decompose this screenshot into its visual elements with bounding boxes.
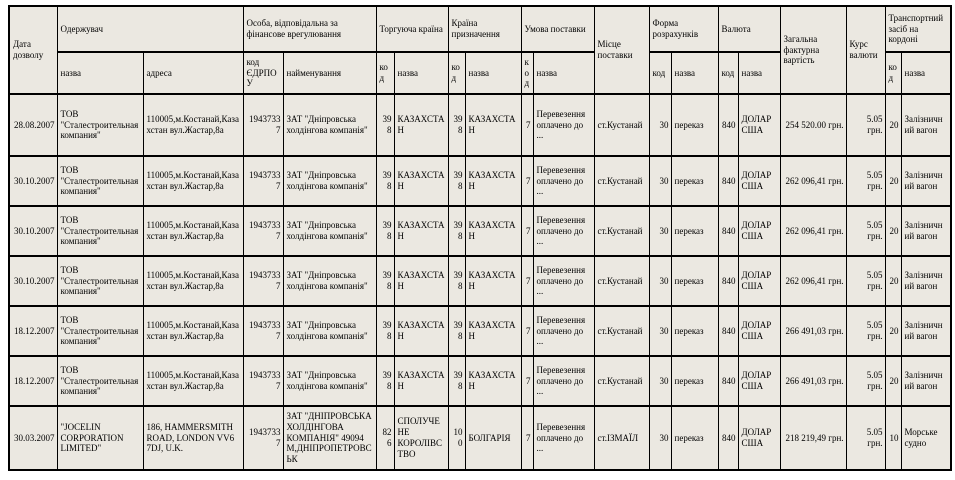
cell-delivery_terms_name: Перевезення оплачено до ...	[533, 306, 594, 356]
cell-currency_name: ДОЛАР США	[738, 256, 780, 306]
cell-dest_country_code: 398	[448, 156, 465, 206]
cell-dest_country_name: КАЗАХСТАН	[465, 156, 521, 206]
cell-dest_country_name: БОЛГАРІЯ	[465, 406, 521, 470]
cell-transport_code: 20	[885, 156, 901, 206]
cell-recipient_name: "JOCELIN CORPORATION LIMITED"	[57, 406, 143, 470]
col-header-trading-country-name: назва	[394, 52, 448, 94]
cell-recipient_name: ТОВ "Сталестроительная компания"	[57, 306, 143, 356]
cell-trading_country_name: КАЗАХСТАН	[394, 156, 448, 206]
cell-delivery_terms_code: 7	[521, 256, 533, 306]
cell-total_invoice_value: 262 096,41 грн.	[780, 206, 846, 256]
cell-recipient_name: ТОВ "Сталестроительная компания"	[57, 94, 143, 156]
cell-currency_rate: 5.05 грн.	[846, 406, 885, 470]
cell-delivery_terms_code: 7	[521, 356, 533, 406]
cell-transport_name: Залізничний вагон	[901, 94, 951, 156]
col-header-finance-person-group: Особа, відповідальна за фінансове врегулювання	[243, 6, 376, 52]
cell-delivery_terms_name: Перевезення оплачено до ...	[533, 256, 594, 306]
cell-dest_country_name: КАЗАХСТАН	[465, 94, 521, 156]
cell-trading_country_name: КАЗАХСТАН	[394, 306, 448, 356]
cell-finance_person_name: ЗАТ "Дніпровська холдінгова компанія"	[283, 156, 376, 206]
cell-delivery_place: ст.Кустанай	[594, 156, 649, 206]
cell-total_invoice_value: 254 520.00 грн.	[780, 94, 846, 156]
cell-payment_form_name: переказ	[671, 156, 718, 206]
cell-date: 30.10.2007	[9, 256, 57, 306]
col-header-trading-country-group: Торгуюча країна	[376, 6, 448, 52]
cell-delivery_terms_code: 7	[521, 406, 533, 470]
cell-currency_rate: 5.05 грн.	[846, 356, 885, 406]
cell-total_invoice_value: 262 096,41 грн.	[780, 156, 846, 206]
cell-edrpou_code: 19437337	[243, 356, 283, 406]
cell-delivery_terms_code: 7	[521, 94, 533, 156]
cell-edrpou_code: 19437337	[243, 406, 283, 470]
cell-dest_country_name: КАЗАХСТАН	[465, 356, 521, 406]
cell-delivery_place: ст.Кустанай	[594, 206, 649, 256]
cell-transport_code: 10	[885, 406, 901, 470]
header-group-row	[9, 6, 951, 52]
cell-currency_code: 840	[718, 356, 738, 406]
table-header	[9, 6, 951, 94]
cell-trading_country_code: 398	[376, 356, 394, 406]
cell-finance_person_name: ЗАТ "Дніпровська холдінгова компанія"	[283, 356, 376, 406]
cell-delivery_terms_code: 7	[521, 306, 533, 356]
cell-recipient_name: ТОВ "Сталестроительная компания"	[57, 356, 143, 406]
cell-recipient_address: 110005,м.Костанай,Казахстан вул.Жастар,8а	[143, 356, 243, 406]
cell-date: 30.10.2007	[9, 156, 57, 206]
cell-date: 18.12.2007	[9, 306, 57, 356]
cell-currency_name: ДОЛАР США	[738, 206, 780, 256]
cell-payment_form_name: переказ	[671, 206, 718, 256]
col-header-dest-country-name: назва	[465, 52, 521, 94]
table-row	[9, 256, 951, 306]
cell-finance_person_name: ЗАТ "Дніпровська холдінгова компанія"	[283, 256, 376, 306]
cell-transport_code: 20	[885, 94, 901, 156]
cell-dest_country_name: КАЗАХСТАН	[465, 206, 521, 256]
cell-delivery_place: ст.Кустанай	[594, 94, 649, 156]
table-row	[9, 406, 951, 470]
cell-currency_rate: 5.05 грн.	[846, 206, 885, 256]
cell-transport_name: Залізничний вагон	[901, 206, 951, 256]
col-header-delivery-terms-code: код	[521, 52, 533, 94]
cell-delivery_terms_name: Перевезення оплачено до ...	[533, 406, 594, 470]
cell-dest_country_code: 398	[448, 94, 465, 156]
cell-currency_code: 840	[718, 206, 738, 256]
cell-delivery_terms_name: Перевезення оплачено до ...	[533, 94, 594, 156]
cell-transport_name: Морське судно	[901, 406, 951, 470]
cell-payment_form_name: переказ	[671, 94, 718, 156]
cell-recipient_name: ТОВ "Сталестроительная компания"	[57, 206, 143, 256]
cell-delivery_place: ст.ІЗМАЇЛ	[594, 406, 649, 470]
cell-edrpou_code: 19437337	[243, 306, 283, 356]
cell-trading_country_name: КАЗАХСТАН	[394, 256, 448, 306]
cell-transport_name: Залізничний вагон	[901, 356, 951, 406]
col-header-currency-name: назва	[738, 52, 780, 94]
cell-currency_rate: 5.05 грн.	[846, 306, 885, 356]
cell-recipient_address: 110005,м.Костанай,Казахстан вул.Жастар,8а	[143, 94, 243, 156]
cell-date: 28.08.2007	[9, 94, 57, 156]
col-header-payment-form-name: назва	[671, 52, 718, 94]
cell-dest_country_code: 398	[448, 256, 465, 306]
cell-transport_name: Залізничний вагон	[901, 156, 951, 206]
col-header-dest-country-group: Країна призначення	[448, 6, 521, 52]
cell-trading_country_code: 398	[376, 206, 394, 256]
cell-currency_name: ДОЛАР США	[738, 94, 780, 156]
cell-currency_rate: 5.05 грн.	[846, 256, 885, 306]
col-header-total-invoice-value: Загальна фактурна вартість	[780, 6, 846, 94]
cell-currency_code: 840	[718, 306, 738, 356]
col-header-edrpou-code: код ЄДРПОУ	[243, 52, 283, 94]
cell-total_invoice_value: 218 219,49 грн.	[780, 406, 846, 470]
cell-edrpou_code: 19437337	[243, 156, 283, 206]
cell-delivery_place: ст.Кустанай	[594, 306, 649, 356]
cell-currency_code: 840	[718, 406, 738, 470]
cell-currency_rate: 5.05 грн.	[846, 156, 885, 206]
cell-dest_country_name: КАЗАХСТАН	[465, 306, 521, 356]
cell-transport_name: Залізничний вагон	[901, 256, 951, 306]
cell-edrpou_code: 19437337	[243, 94, 283, 156]
col-header-currency-group: Валюта	[718, 6, 780, 52]
cell-finance_person_name: ЗАТ "Дніпровська холдінгова компанія"	[283, 94, 376, 156]
table-body	[9, 94, 951, 470]
cell-trading_country_code: 826	[376, 406, 394, 470]
cell-recipient_address: 110005,м.Костанай,Казахстан вул.Жастар,8а	[143, 306, 243, 356]
cell-trading_country_name: КАЗАХСТАН	[394, 356, 448, 406]
cell-finance_person_name: ЗАТ "ДНІПРОВСЬКА ХОЛДІНГОВА КОМПАНІЯ" 49094 М,ДНІПРОПЕТРОВСЬК	[283, 406, 376, 470]
cell-currency_name: ДОЛАР США	[738, 406, 780, 470]
cell-date: 18.12.2007	[9, 356, 57, 406]
cell-recipient_address: 110005,м.Костанай,Казахстан вул.Жастар,8а	[143, 156, 243, 206]
table-row	[9, 156, 951, 206]
cell-delivery_terms_code: 7	[521, 206, 533, 256]
col-header-trading-country-code: код	[376, 52, 394, 94]
cell-delivery_terms_name: Перевезення оплачено до ...	[533, 206, 594, 256]
cell-delivery_terms_code: 7	[521, 156, 533, 206]
cell-currency_name: ДОЛАР США	[738, 306, 780, 356]
col-header-delivery-terms-group: Умова поставки	[521, 6, 594, 52]
col-header-dest-country-code: код	[448, 52, 465, 94]
cell-payment_form_code: 30	[649, 356, 671, 406]
cell-transport_code: 20	[885, 256, 901, 306]
cell-total_invoice_value: 266 491,03 грн.	[780, 306, 846, 356]
cell-payment_form_code: 30	[649, 256, 671, 306]
cell-transport_code: 20	[885, 356, 901, 406]
cell-transport_code: 20	[885, 206, 901, 256]
cell-recipient_name: ТОВ "Сталестроительная компания"	[57, 256, 143, 306]
cell-currency_rate: 5.05 грн.	[846, 94, 885, 156]
cell-total_invoice_value: 262 096,41 грн.	[780, 256, 846, 306]
table-row	[9, 306, 951, 356]
cell-currency_code: 840	[718, 94, 738, 156]
cell-delivery_place: ст.Кустанай	[594, 256, 649, 306]
col-header-finance-person-name: найменування	[283, 52, 376, 94]
cell-payment_form_code: 30	[649, 206, 671, 256]
cell-payment_form_name: переказ	[671, 406, 718, 470]
cell-edrpou_code: 19437337	[243, 206, 283, 256]
cell-transport_code: 20	[885, 306, 901, 356]
cell-payment_form_name: переказ	[671, 356, 718, 406]
cell-recipient_address: 110005,м.Костанай,Казахстан вул.Жастар,8а	[143, 206, 243, 256]
cell-trading_country_name: СПОЛУЧЕНЕ КОРОЛІВСТВО	[394, 406, 448, 470]
col-header-delivery-place: Місце поставки	[594, 6, 649, 94]
permits-table	[8, 5, 952, 471]
cell-finance_person_name: ЗАТ "Дніпровська холдінгова компанія"	[283, 306, 376, 356]
cell-payment_form_code: 30	[649, 156, 671, 206]
cell-edrpou_code: 19437337	[243, 256, 283, 306]
col-header-currency-code: код	[718, 52, 738, 94]
table-row	[9, 356, 951, 406]
cell-transport_name: Залізничний вагон	[901, 306, 951, 356]
cell-trading_country_code: 398	[376, 256, 394, 306]
cell-finance_person_name: ЗАТ "Дніпровська холдінгова компанія"	[283, 206, 376, 256]
col-header-currency-rate: Курс валюти	[846, 6, 885, 94]
cell-payment_form_code: 30	[649, 406, 671, 470]
cell-date: 30.10.2007	[9, 206, 57, 256]
cell-trading_country_name: КАЗАХСТАН	[394, 206, 448, 256]
col-header-recipient-name: назва	[57, 52, 143, 94]
cell-trading_country_code: 398	[376, 94, 394, 156]
cell-date: 30.03.2007	[9, 406, 57, 470]
col-header-delivery-terms-name: назва	[533, 52, 594, 94]
cell-payment_form_name: переказ	[671, 256, 718, 306]
col-header-transport-code: код	[885, 52, 901, 94]
cell-dest_country_code: 100	[448, 406, 465, 470]
cell-currency_name: ДОЛАР США	[738, 356, 780, 406]
col-header-payment-form-code: код	[649, 52, 671, 94]
cell-dest_country_code: 398	[448, 306, 465, 356]
cell-delivery_terms_name: Перевезення оплачено до ...	[533, 356, 594, 406]
table-row	[9, 206, 951, 256]
cell-delivery_terms_name: Перевезення оплачено до ...	[533, 156, 594, 206]
table-row	[9, 94, 951, 156]
cell-dest_country_code: 398	[448, 356, 465, 406]
col-header-transport-group: Транспортний засіб на кордоні	[885, 6, 951, 52]
col-header-recipient-address: адреса	[143, 52, 243, 94]
col-header-transport-name: назва	[901, 52, 951, 94]
cell-currency_code: 840	[718, 256, 738, 306]
cell-trading_country_code: 398	[376, 306, 394, 356]
cell-dest_country_code: 398	[448, 206, 465, 256]
cell-trading_country_name: КАЗАХСТАН	[394, 94, 448, 156]
cell-recipient_address: 110005,м.Костанай,Казахстан вул.Жастар,8а	[143, 256, 243, 306]
cell-total_invoice_value: 266 491,03 грн.	[780, 356, 846, 406]
cell-currency_name: ДОЛАР США	[738, 156, 780, 206]
cell-recipient_address: 186, HAMMERSMITH ROAD, LONDON VV6 7DJ, U.K.	[143, 406, 243, 470]
cell-currency_code: 840	[718, 156, 738, 206]
cell-dest_country_name: КАЗАХСТАН	[465, 256, 521, 306]
cell-payment_form_code: 30	[649, 306, 671, 356]
col-header-recipient-group: Одержувач	[57, 6, 243, 52]
col-header-date: Дата дозволу	[9, 6, 57, 94]
cell-payment_form_code: 30	[649, 94, 671, 156]
cell-trading_country_code: 398	[376, 156, 394, 206]
cell-delivery_place: ст.Кустанай	[594, 356, 649, 406]
col-header-payment-form-group: Форма розрахунків	[649, 6, 718, 52]
cell-payment_form_name: переказ	[671, 306, 718, 356]
cell-recipient_name: ТОВ "Сталестроительная компания"	[57, 156, 143, 206]
